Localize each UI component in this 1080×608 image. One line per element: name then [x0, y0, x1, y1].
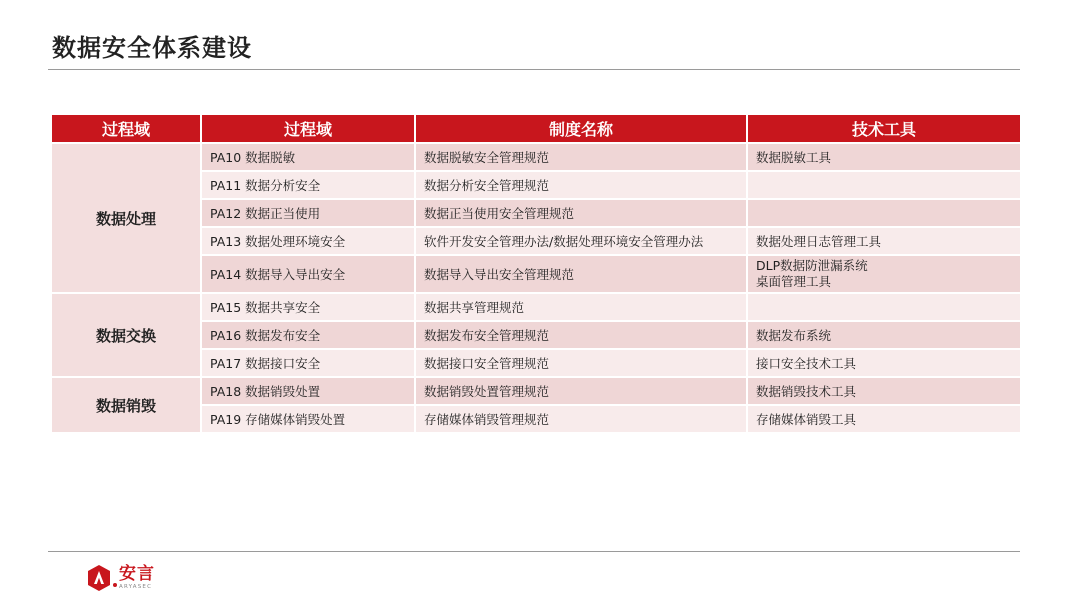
process-cell: PA17 数据接口安全	[202, 350, 414, 376]
company-logo	[88, 563, 155, 593]
tool-cell	[748, 256, 1020, 292]
policy-cell: 数据接口安全管理规范	[416, 350, 746, 376]
policy-cell: 数据正当使用安全管理规范	[416, 200, 746, 226]
table-row	[52, 378, 1020, 404]
title-divider	[48, 69, 1020, 70]
header-process-item: 过程域	[202, 115, 414, 142]
tool-line: DLP数据防泄漏系统	[756, 258, 868, 273]
process-cell: PA15 数据共享安全	[202, 294, 414, 320]
policy-cell: 存储媒体销毁管理规范	[416, 406, 746, 432]
process-cell: PA18 数据销毁处置	[202, 378, 414, 404]
tool-cell: 接口安全技术工具	[748, 350, 1020, 376]
tool-cell: 数据脱敏工具	[748, 144, 1020, 170]
policy-cell: 数据脱敏安全管理规范	[416, 144, 746, 170]
tool-cell: 数据销毁技术工具	[748, 378, 1020, 404]
process-cell: PA13 数据处理环境安全	[202, 228, 414, 254]
process-cell: PA14 数据导入导出安全	[202, 256, 414, 292]
logo-name-en: ARYASEC	[119, 584, 153, 590]
footer-divider	[48, 551, 1020, 552]
header-policy-name: 制度名称	[416, 115, 746, 142]
policy-cell: 数据导入导出安全管理规范	[416, 256, 746, 292]
security-table	[50, 113, 1022, 434]
aryasec-a-logo-icon	[88, 565, 110, 591]
tool-line: 桌面管理工具	[756, 274, 832, 289]
process-cell: PA16 数据发布安全	[202, 322, 414, 348]
group-data-destruction: 数据销毁	[52, 378, 200, 432]
tool-cell	[748, 172, 1020, 198]
table-row	[52, 294, 1020, 320]
policy-cell: 数据共享管理规范	[416, 294, 746, 320]
tool-cell	[748, 294, 1020, 320]
logo-name-cn: 安言	[119, 564, 155, 584]
tool-cell: 存储媒体销毁工具	[748, 406, 1020, 432]
logo-dot	[113, 583, 117, 587]
table-header-row	[52, 115, 1020, 142]
policy-cell: 软件开发安全管理办法/数据处理环境安全管理办法	[416, 228, 746, 254]
group-data-exchange: 数据交换	[52, 294, 200, 376]
process-cell: PA19 存储媒体销毁处置	[202, 406, 414, 432]
header-tech-tools: 技术工具	[748, 115, 1020, 142]
tool-cell	[748, 200, 1020, 226]
table-row	[52, 144, 1020, 170]
process-cell: PA11 数据分析安全	[202, 172, 414, 198]
policy-cell: 数据发布安全管理规范	[416, 322, 746, 348]
page-title: 数据安全体系建设	[52, 34, 252, 62]
process-cell: PA12 数据正当使用	[202, 200, 414, 226]
policy-cell: 数据销毁处置管理规范	[416, 378, 746, 404]
policy-cell: 数据分析安全管理规范	[416, 172, 746, 198]
group-data-processing: 数据处理	[52, 144, 200, 292]
tool-cell: 数据发布系统	[748, 322, 1020, 348]
header-process-domain: 过程域	[52, 115, 200, 142]
process-cell: PA10 数据脱敏	[202, 144, 414, 170]
tool-cell: 数据处理日志管理工具	[748, 228, 1020, 254]
